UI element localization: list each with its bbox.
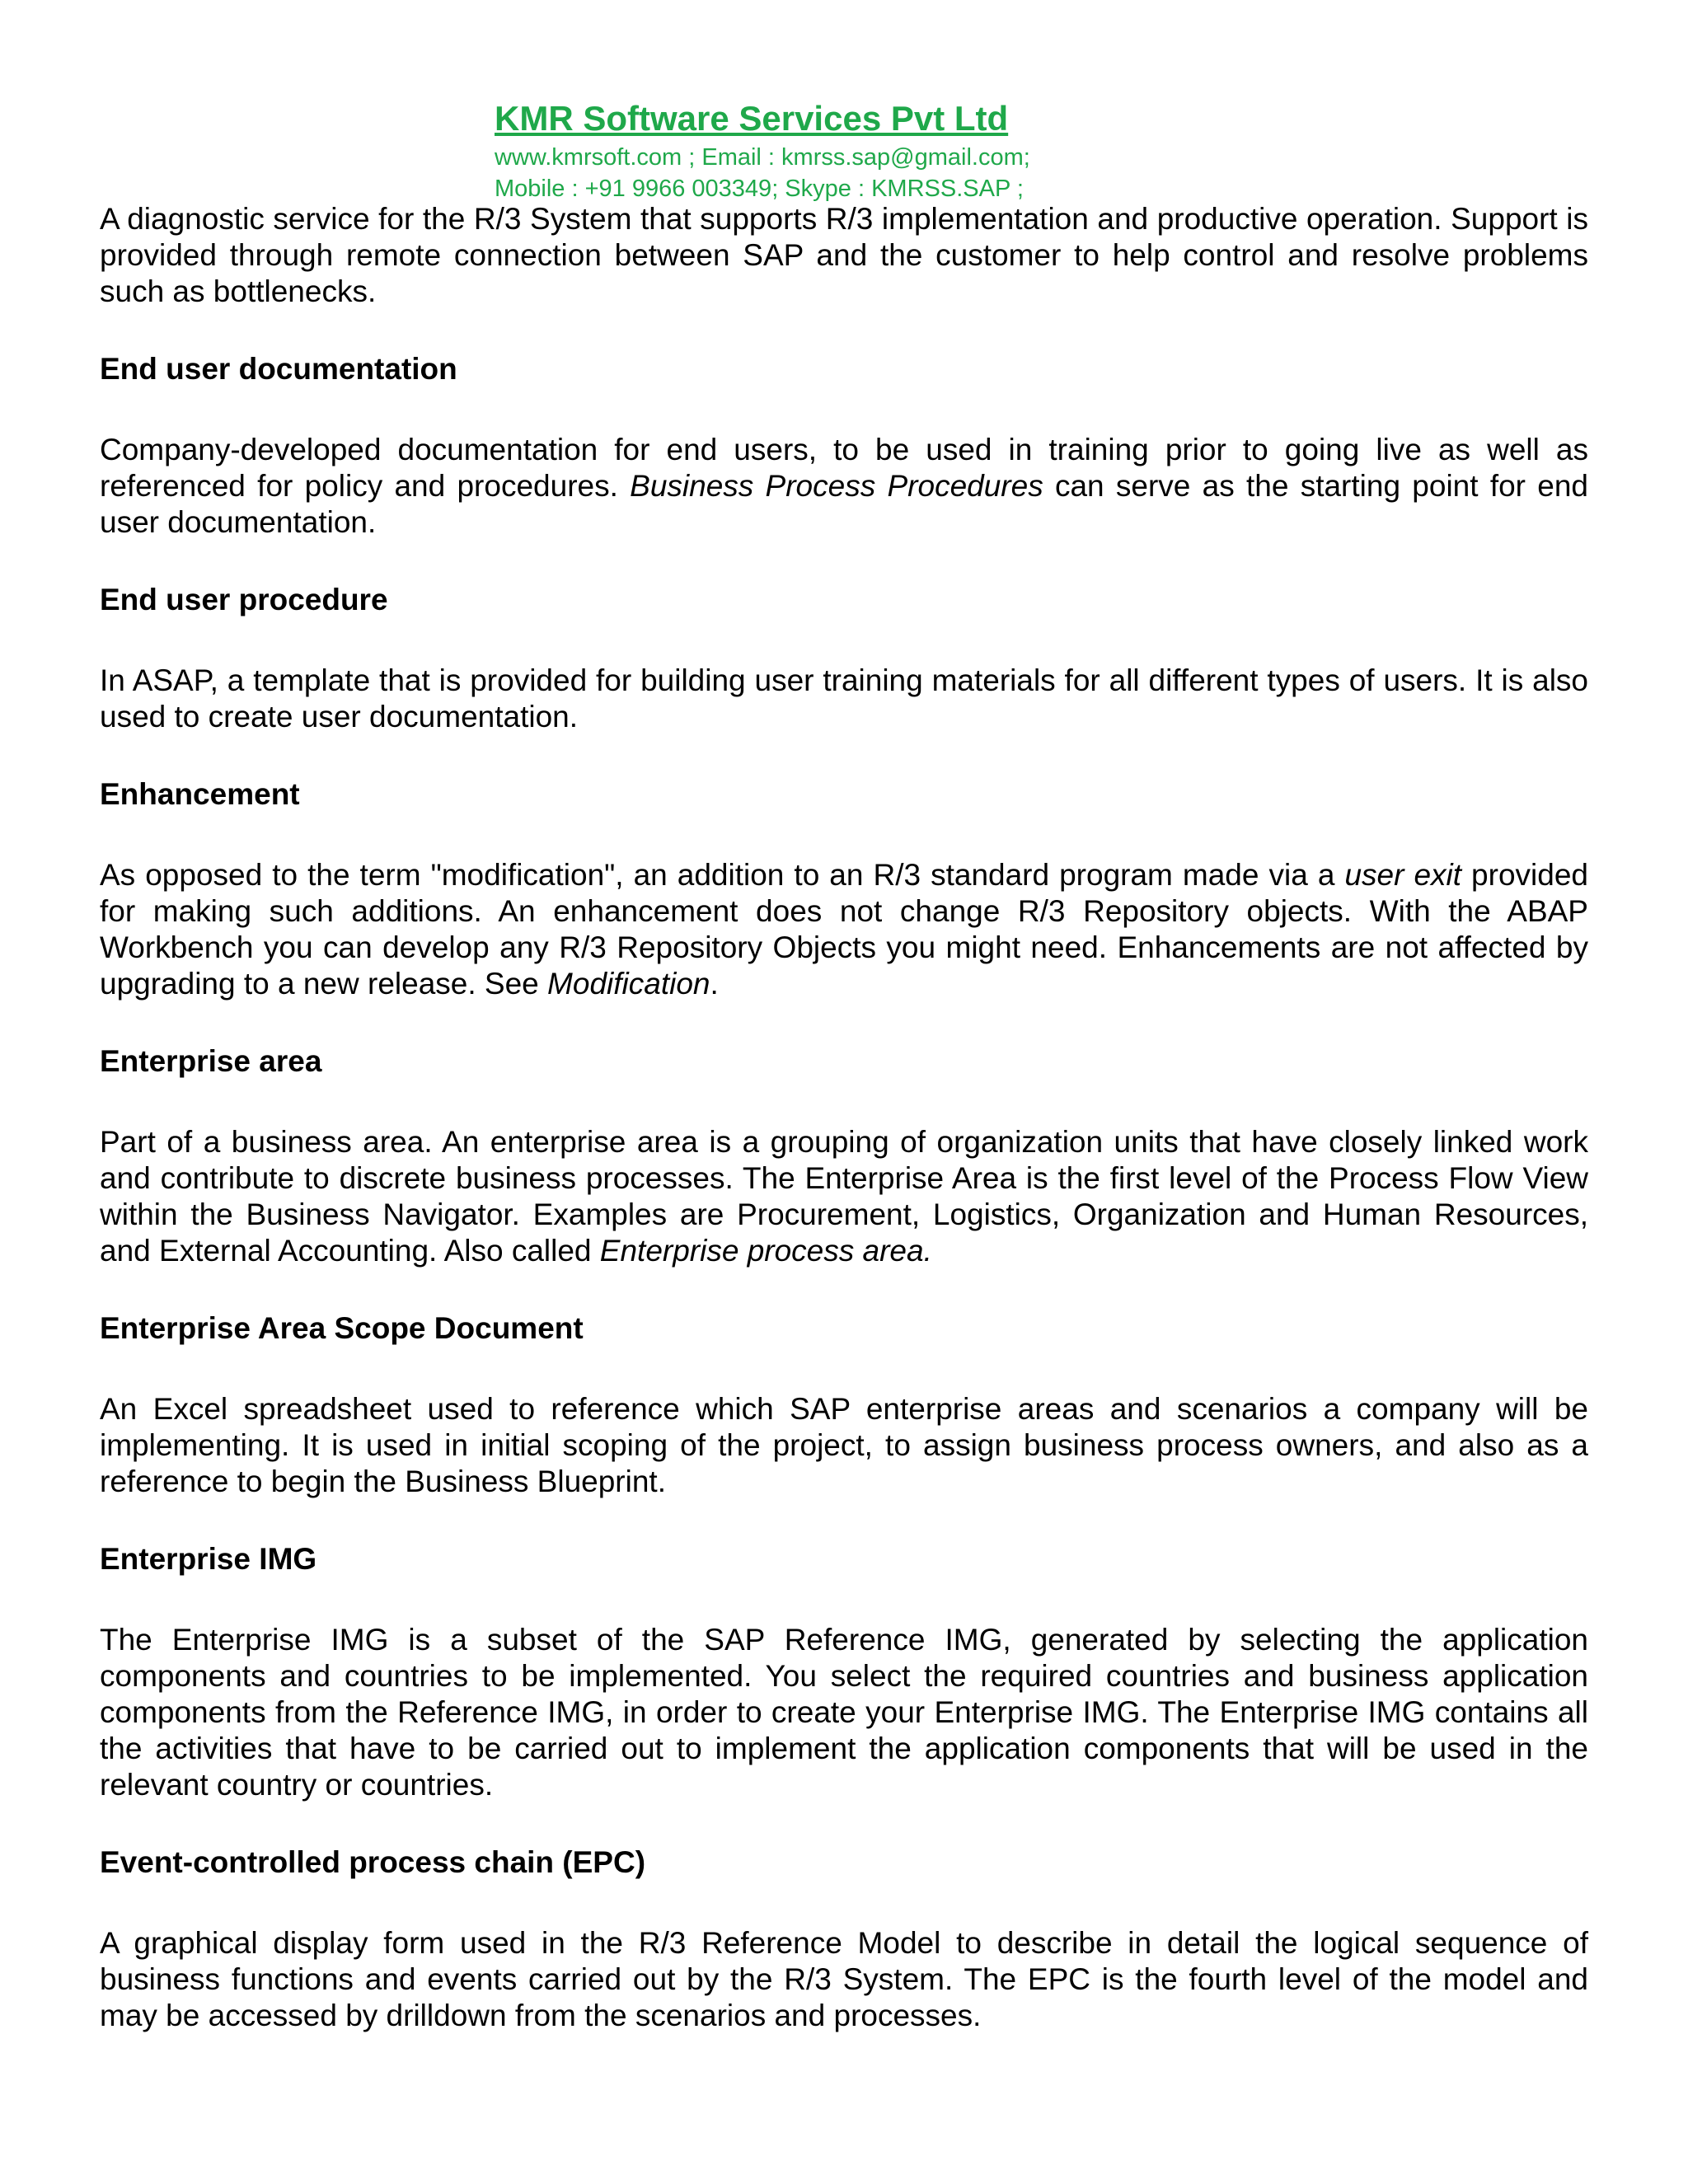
company-name[interactable]: KMR Software Services Pvt Ltd <box>495 99 1009 138</box>
term-epc: Event-controlled process chain (EPC) <box>100 1845 646 1879</box>
term-enterprise-area: Enterprise area <box>100 1044 322 1078</box>
term-enterprise-img: Enterprise IMG <box>100 1542 317 1576</box>
definition-enterprise-area: Part of a business area. An enterprise area is a grouping of organization units that have closely linked work and contribute to discrete business processes. The Enterprise Area is the first level of the Process Flow View within the Business Navigator. Examples are Procurement, Logistics, Organization and Human Resources, and External Accounting. Also called Enterprise process area. <box>100 1125 1588 1268</box>
term-enhancement: Enhancement <box>100 777 300 811</box>
letterhead <box>495 96 1319 204</box>
contact-phone-skype: Mobile : +91 9966 003349; Skype : KMRSS.SAP ; <box>495 176 1024 202</box>
definition-enterprise-img: The Enterprise IMG is a subset of the SAP Reference IMG, generated by selecting the application components and countries to be implemented. You select the required countries and business application components from the Reference IMG, in order to create your Enterprise IMG. The Enterprise IMG contains all the activities that have to be carried out to implement the application components that will be used in the relevant country or countries. <box>100 1623 1588 1802</box>
definition-end-user-procedure: In ASAP, a template that is provided for building user training materials for all different types of users. It is also used to create user documentation. <box>100 663 1588 733</box>
term-enterprise-area-scope-document: Enterprise Area Scope Document <box>100 1311 584 1345</box>
contact-web-email: www.kmrsoft.com ; Email : kmrss.sap@gmail.com; <box>495 144 1030 171</box>
definition-enhancement: As opposed to the term "modification", an addition to an R/3 standard program made via a user exit provided for making such additions. An enhancement does not change R/3 Repository objects. With the ABAP Workbench you can develop any R/3 Repository Objects you might need. Enhancements are not affected by upgrading to a new release. See Modification. <box>100 858 1588 1001</box>
term-end-user-documentation: End user documentation <box>100 352 457 386</box>
intro-paragraph: A diagnostic service for the R/3 System that supports R/3 implementation and productive operation. Support is provided through remote connection between SAP and the customer to help control and resolve problems such as bottlenecks. <box>100 202 1588 308</box>
definition-enterprise-area-scope-document: An Excel spreadsheet used to reference which SAP enterprise areas and scenarios a company will be implementing. It is used in initial scoping of the project, to assign business process owners, and also as a reference to begin the Business Blueprint. <box>100 1392 1588 1498</box>
term-end-user-procedure: End user procedure <box>100 583 388 616</box>
definition-end-user-documentation: Company-developed documentation for end users, to be used in training prior to going live as well as referenced for policy and procedures. Business Process Procedures can serve as the starting point for end user documentation. <box>100 433 1588 539</box>
glossary-content <box>100 201 1588 2075</box>
definition-epc: A graphical display form used in the R/3 Reference Model to describe in detail the logical sequence of business functions and events carried out by the R/3 System. The EPC is the fourth level of the model and may be accessed by drilldown from the scenarios and processes. <box>100 1926 1588 2032</box>
